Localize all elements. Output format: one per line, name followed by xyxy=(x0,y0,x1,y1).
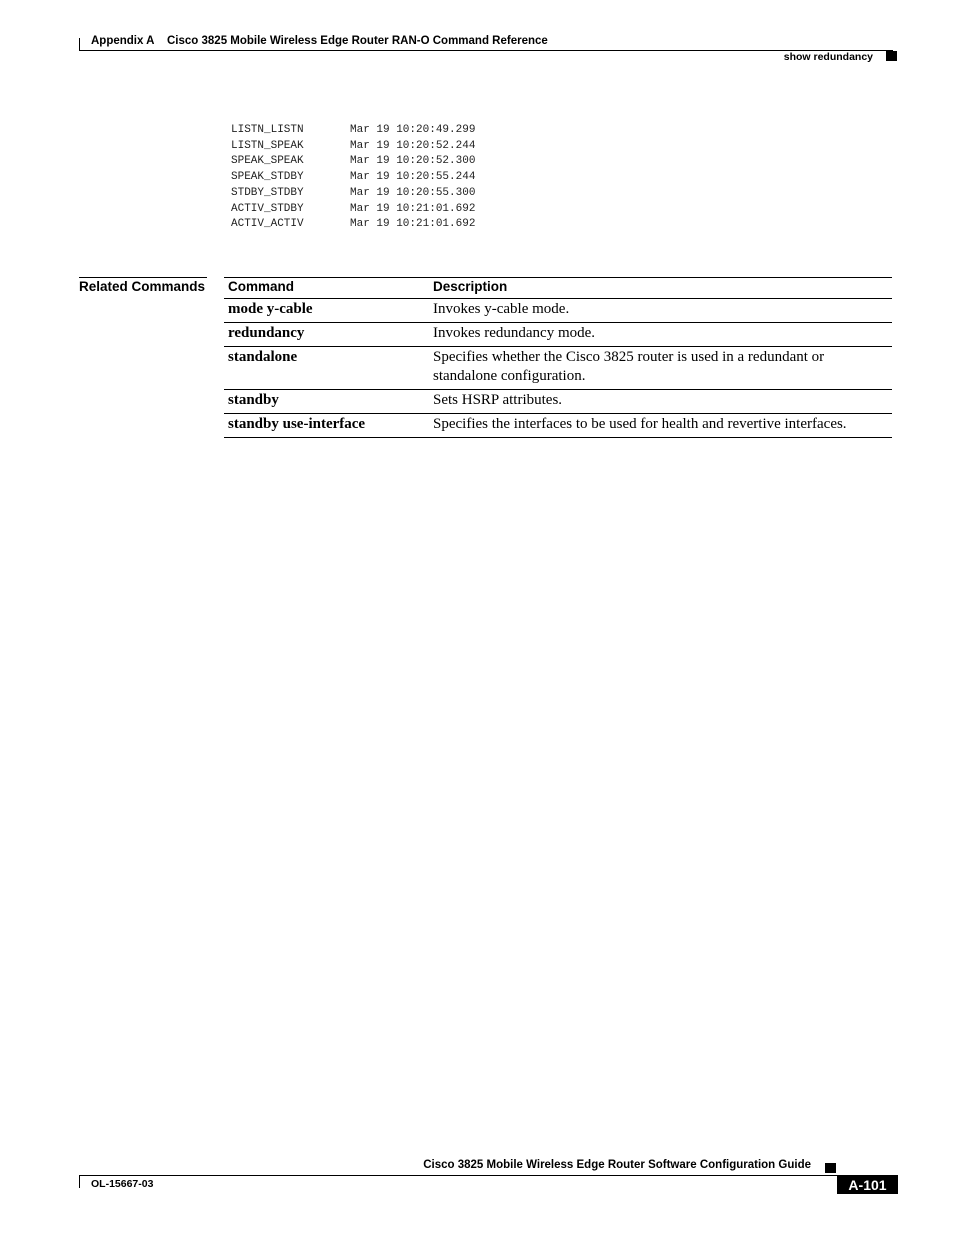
footer-doc-number: OL-15667-03 xyxy=(91,1178,154,1190)
code-state: ACTIV_STDBY xyxy=(231,202,304,215)
header-marker xyxy=(886,51,897,61)
code-output xyxy=(231,123,475,233)
header-appendix: Appendix A xyxy=(91,35,155,47)
code-state: ACTIV_ACTIV xyxy=(231,218,304,231)
code-line xyxy=(231,217,475,233)
code-state: STDBY_STDBY xyxy=(231,186,304,199)
code-time: Mar 19 10:20:55.300 xyxy=(350,186,476,199)
table-row xyxy=(224,347,892,390)
command-cell: standby xyxy=(228,392,279,408)
code-line xyxy=(231,186,475,202)
command-cell: standalone xyxy=(228,349,298,365)
column-header-description: Description xyxy=(433,279,508,294)
command-cell: mode y-cable xyxy=(228,301,313,317)
related-commands-rule xyxy=(79,277,207,278)
header-section: show redundancy xyxy=(783,51,873,63)
code-time: Mar 19 10:21:01.692 xyxy=(350,218,476,231)
code-state: LISTN_LISTN xyxy=(231,124,304,136)
code-state: SPEAK_SPEAK xyxy=(231,155,304,168)
code-state: LISTN_SPEAK xyxy=(231,139,304,152)
table-header-row xyxy=(224,278,892,299)
table-row xyxy=(224,414,892,438)
description-cell: Specifies the interfaces to be used for health and revertive interfaces. xyxy=(433,416,847,432)
description-cell: Invokes redundancy mode. xyxy=(433,325,596,341)
code-time: Mar 19 10:20:49.299 xyxy=(350,124,476,136)
code-time: Mar 19 10:20:55.244 xyxy=(350,171,476,184)
table-row xyxy=(224,323,892,347)
table-row xyxy=(224,299,892,323)
code-line xyxy=(231,139,475,155)
footer-guide-title: Cisco 3825 Mobile Wireless Edge Router Software Configuration Guide xyxy=(423,1159,811,1171)
description-cell: Specifies whether the Cisco 3825 router is used in a redundant or standalone configuration. xyxy=(433,349,825,384)
code-time: Mar 19 10:20:52.300 xyxy=(350,155,476,168)
code-time: Mar 19 10:21:01.692 xyxy=(350,202,476,215)
code-time: Mar 19 10:20:52.244 xyxy=(350,139,476,152)
header-rule xyxy=(79,50,893,51)
footer-rule xyxy=(79,1175,837,1176)
description-cell: Invokes y-cable mode. xyxy=(433,301,570,317)
code-line xyxy=(231,123,475,139)
page-number: A-101 xyxy=(837,1175,898,1194)
footer-left-bar xyxy=(79,1175,80,1188)
code-state: SPEAK_STDBY xyxy=(231,171,304,184)
related-commands-table xyxy=(224,277,892,438)
header-title: Cisco 3825 Mobile Wireless Edge Router RAN-O Command Reference xyxy=(167,35,548,47)
command-cell: standby use-interface xyxy=(228,416,366,432)
related-commands-heading: Related Commands xyxy=(79,279,206,294)
code-line xyxy=(231,170,475,186)
command-cell: redundancy xyxy=(228,325,305,341)
code-line xyxy=(231,202,475,218)
description-cell: Sets HSRP attributes. xyxy=(433,392,563,408)
table-row xyxy=(224,390,892,414)
footer-marker xyxy=(825,1163,836,1173)
column-header-command: Command xyxy=(228,279,295,294)
code-line xyxy=(231,154,475,170)
